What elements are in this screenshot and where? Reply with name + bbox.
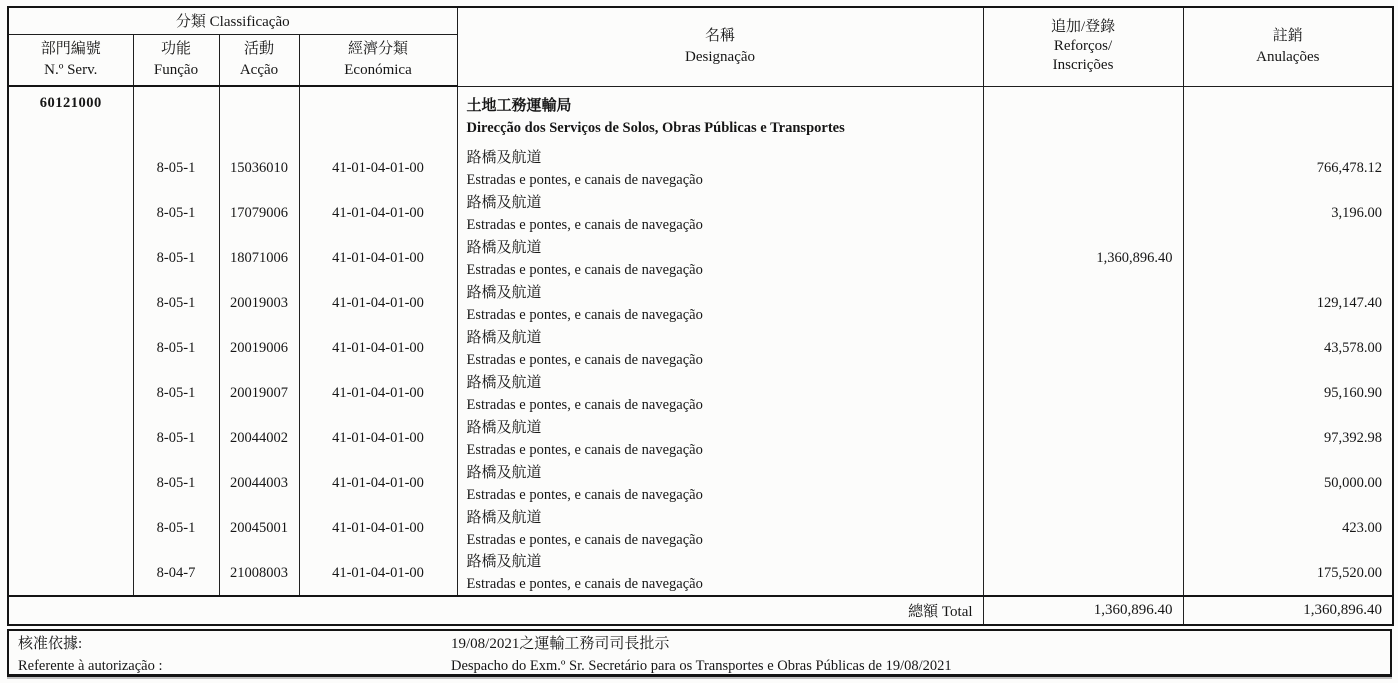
classification-group-label: 分類 Classificação — [175, 14, 290, 31]
authorization-text-pt: Despacho do Exm.º Sr. Secretário para os Transportes e Obras Públicas de 19/08/2021 — [451, 658, 952, 674]
cell-reforcos — [983, 416, 1183, 461]
authorization-footer — [7, 629, 1392, 677]
designacao-zh: 路橋及航道 — [466, 329, 542, 346]
cell-dept-empty — [8, 281, 133, 326]
cell-anulacoes: 129,147.40 — [1183, 281, 1393, 326]
cell-accao: 20019006 — [219, 326, 299, 371]
designacao-pt: Estradas e pontes, e canais de navegação — [466, 171, 703, 188]
designacao-zh: 路橋及航道 — [466, 374, 542, 391]
table-row — [8, 506, 1393, 551]
cell-funcao: 8-05-1 — [133, 506, 219, 551]
reforcos-header-zh: 追加/登錄 — [1050, 19, 1116, 36]
accao-header — [219, 34, 299, 86]
authorization-label-zh: 核准依據: — [18, 636, 83, 652]
cell-economica: 41-01-04-01-00 — [299, 236, 457, 281]
anulacoes-header-pt: Anulações — [1256, 49, 1320, 66]
designacao-zh: 路橋及航道 — [466, 194, 542, 211]
entity-row — [8, 86, 1393, 146]
cell-reforcos — [983, 326, 1183, 371]
authorization-texts — [449, 631, 1390, 674]
cell-accao: 20019007 — [219, 371, 299, 416]
cell-dept-empty — [8, 461, 133, 506]
designacao-zh: 路橋及航道 — [466, 149, 542, 166]
cell-reforcos — [983, 281, 1183, 326]
cell-funcao: 8-05-1 — [133, 371, 219, 416]
reforcos-header — [983, 7, 1183, 86]
table-row — [8, 146, 1393, 191]
designation-header-pt: Designação — [685, 49, 756, 66]
cell-anulacoes: 43,578.00 — [1183, 326, 1393, 371]
cell-dept-empty — [8, 551, 133, 596]
cell-reforcos — [983, 506, 1183, 551]
cell-economica: 41-01-04-01-00 — [299, 506, 457, 551]
cell-dept-empty — [8, 326, 133, 371]
anulacoes-header-zh: 註銷 — [1272, 28, 1303, 45]
entity-name-zh: 土地工務運輸局 — [466, 97, 572, 114]
designacao-zh: 路橋及航道 — [466, 554, 542, 570]
cell-economica: 41-01-04-01-00 — [299, 146, 457, 191]
designation-header-zh: 名稱 — [705, 28, 736, 45]
cell-designacao — [457, 371, 983, 416]
designacao-pt: Estradas e pontes, e canais de navegação — [466, 576, 703, 592]
cell-reforcos — [983, 551, 1183, 596]
authorization-label-pt: Referente à autorização : — [18, 658, 163, 674]
entity-accao-empty — [219, 86, 299, 146]
cell-anulacoes: 97,392.98 — [1183, 416, 1393, 461]
designacao-zh: 路橋及航道 — [466, 284, 542, 301]
cell-economica: 41-01-04-01-00 — [299, 461, 457, 506]
cell-funcao: 8-05-1 — [133, 461, 219, 506]
cell-anulacoes: 423.00 — [1183, 506, 1393, 551]
accao-header-pt: Acção — [239, 62, 279, 79]
cell-designacao — [457, 191, 983, 236]
cell-dept-empty — [8, 146, 133, 191]
cell-accao: 15036010 — [219, 146, 299, 191]
authorization-text-zh: 19/08/2021之運輸工務司司長批示 — [451, 636, 670, 652]
cell-designacao — [457, 281, 983, 326]
cell-economica: 41-01-04-01-00 — [299, 371, 457, 416]
cell-funcao: 8-05-1 — [133, 191, 219, 236]
cell-economica: 41-01-04-01-00 — [299, 326, 457, 371]
cell-economica: 41-01-04-01-00 — [299, 281, 457, 326]
designacao-pt: Estradas e pontes, e canais de navegação — [466, 306, 703, 323]
designacao-pt: Estradas e pontes, e canais de navegação — [466, 531, 703, 548]
designacao-zh: 路橋及航道 — [466, 239, 542, 256]
cell-accao: 21008003 — [219, 551, 299, 596]
table-row — [8, 551, 1393, 596]
header-row-group — [8, 7, 1393, 34]
designacao-pt: Estradas e pontes, e canais de navegação — [466, 486, 703, 503]
designacao-zh: 路橋及航道 — [466, 509, 542, 526]
cell-dept-empty — [8, 416, 133, 461]
cell-accao: 17079006 — [219, 191, 299, 236]
cell-designacao — [457, 326, 983, 371]
cell-accao: 20044003 — [219, 461, 299, 506]
designacao-zh: 路橋及航道 — [466, 464, 542, 481]
cell-dept-empty — [8, 506, 133, 551]
cell-anulacoes: 95,160.90 — [1183, 371, 1393, 416]
cell-designacao — [457, 461, 983, 506]
cell-designacao — [457, 236, 983, 281]
entity-economica-empty — [299, 86, 457, 146]
entity-funcao-empty — [133, 86, 219, 146]
entity-reforcos-empty — [983, 86, 1183, 146]
cell-designacao — [457, 551, 983, 596]
cell-accao: 18071006 — [219, 236, 299, 281]
cell-dept-empty — [8, 236, 133, 281]
cell-funcao: 8-05-1 — [133, 326, 219, 371]
cell-reforcos — [983, 371, 1183, 416]
dept-number-header-pt: N.º Serv. — [44, 62, 98, 79]
cell-anulacoes — [1183, 236, 1393, 281]
table-row — [8, 281, 1393, 326]
entity-designation — [457, 86, 983, 146]
cell-anulacoes: 3,196.00 — [1183, 191, 1393, 236]
designacao-pt: Estradas e pontes, e canais de navegação — [466, 396, 703, 413]
economica-header-zh: 經濟分類 — [348, 41, 409, 58]
table-row — [8, 326, 1393, 371]
total-anulacoes: 1,360,896.40 — [1183, 596, 1393, 625]
cell-economica: 41-01-04-01-00 — [299, 416, 457, 461]
cell-funcao: 8-04-7 — [133, 551, 219, 596]
economica-header — [299, 34, 457, 86]
cell-funcao: 8-05-1 — [133, 281, 219, 326]
table-row — [8, 416, 1393, 461]
economica-header-pt: Económica — [344, 62, 412, 79]
anulacoes-header — [1183, 7, 1393, 86]
entity-name-pt: Direcção dos Serviços de Solos, Obras Públicas e Transportes — [466, 119, 845, 136]
table-row — [8, 461, 1393, 506]
cell-funcao: 8-05-1 — [133, 236, 219, 281]
cell-funcao: 8-05-1 — [133, 416, 219, 461]
designacao-pt: Estradas e pontes, e canais de navegação — [466, 351, 703, 368]
reforcos-header-pt2: Inscrições — [1052, 57, 1114, 74]
cell-economica: 41-01-04-01-00 — [299, 191, 457, 236]
designacao-pt: Estradas e pontes, e canais de navegação — [466, 261, 703, 278]
cell-designacao — [457, 506, 983, 551]
reforcos-header-pt1: Reforços/ — [1053, 38, 1113, 55]
funcao-header-pt: Função — [153, 62, 199, 79]
total-row — [8, 596, 1393, 625]
funcao-header — [133, 34, 219, 86]
cell-anulacoes: 175,520.00 — [1183, 551, 1393, 596]
cell-accao: 20044002 — [219, 416, 299, 461]
designation-header — [457, 7, 983, 86]
cell-accao: 20019003 — [219, 281, 299, 326]
total-reforcos: 1,360,896.40 — [983, 596, 1183, 625]
cell-designacao — [457, 146, 983, 191]
total-label: 總額 Total — [8, 596, 983, 625]
authorization-labels — [9, 631, 449, 674]
cell-funcao: 8-05-1 — [133, 146, 219, 191]
table-row — [8, 236, 1393, 281]
entity-code: 60121000 — [8, 86, 133, 146]
dept-number-header — [8, 34, 133, 86]
cell-accao: 20045001 — [219, 506, 299, 551]
accao-header-zh: 活動 — [243, 41, 274, 58]
table-row — [8, 371, 1393, 416]
cell-reforcos: 1,360,896.40 — [983, 236, 1183, 281]
cell-anulacoes: 50,000.00 — [1183, 461, 1393, 506]
cell-dept-empty — [8, 371, 133, 416]
table-row — [8, 191, 1393, 236]
cell-anulacoes: 766,478.12 — [1183, 146, 1393, 191]
entity-anulacoes-empty — [1183, 86, 1393, 146]
designacao-zh: 路橋及航道 — [466, 419, 542, 436]
classification-group-header — [8, 7, 457, 34]
cell-dept-empty — [8, 191, 133, 236]
dept-number-header-zh: 部門編號 — [40, 41, 101, 58]
designacao-pt: Estradas e pontes, e canais de navegação — [466, 441, 703, 458]
designacao-pt: Estradas e pontes, e canais de navegação — [466, 216, 703, 233]
funcao-header-zh: 功能 — [160, 41, 191, 58]
cell-reforcos — [983, 461, 1183, 506]
cell-economica: 41-01-04-01-00 — [299, 551, 457, 596]
budget-table — [7, 6, 1394, 626]
cell-reforcos — [983, 191, 1183, 236]
cell-reforcos — [983, 146, 1183, 191]
cell-designacao — [457, 416, 983, 461]
